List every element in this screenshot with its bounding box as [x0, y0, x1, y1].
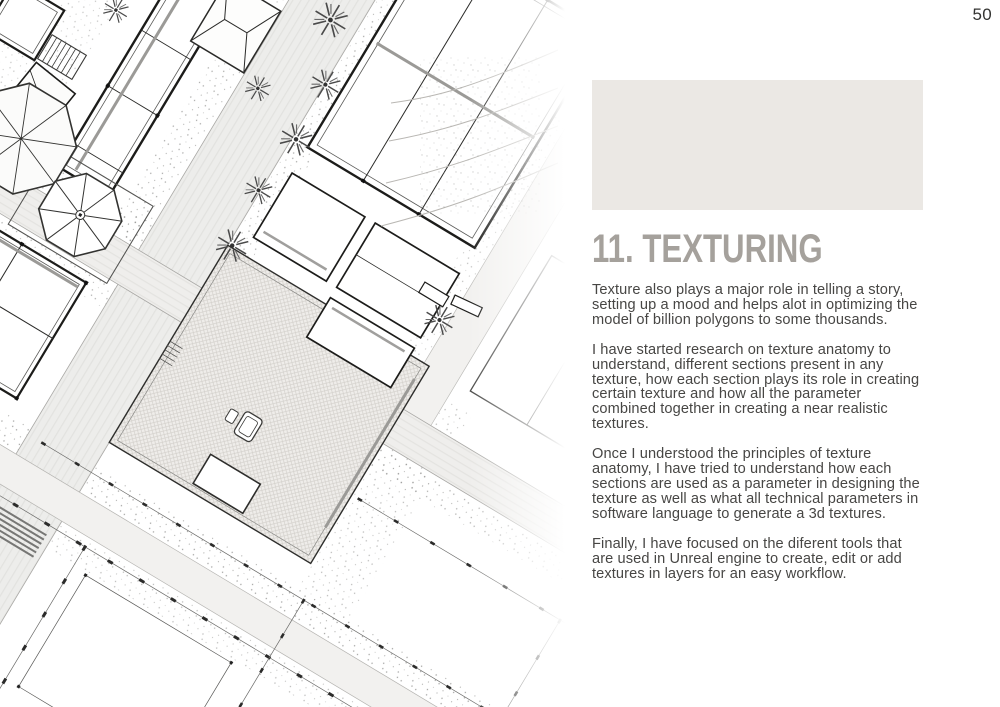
- body-paragraph-3: Once I understood the principles of texture anatomy, I have tried to understand how each sections are used as a parameter in designing the texture as well as what all technical parameters in software language to generate a 3d textures.: [592, 446, 920, 522]
- image-placeholder-box: [592, 80, 923, 210]
- section-title: 11. TEXTURING: [592, 227, 823, 271]
- right-fade: [468, 0, 565, 707]
- page-number: 50: [972, 5, 992, 24]
- body-paragraph-4: Finally, I have focused on the diferent tools that are used in Unreal engine to create, edit or add textures in layers for an easy workflow.: [592, 535, 902, 582]
- text-column: [592, 80, 923, 581]
- body-paragraph-2: I have started research on texture anatomy to understand, different sections present in any texture, how each section plays its role in creating certain texture and how all the parameter combined together in creating a near realistic textures.: [592, 341, 920, 433]
- body-paragraph-1: Texture also plays a major role in telling a story, setting up a mood and helps alot in optimizing the model of billion polygons to some thousands.: [592, 282, 918, 328]
